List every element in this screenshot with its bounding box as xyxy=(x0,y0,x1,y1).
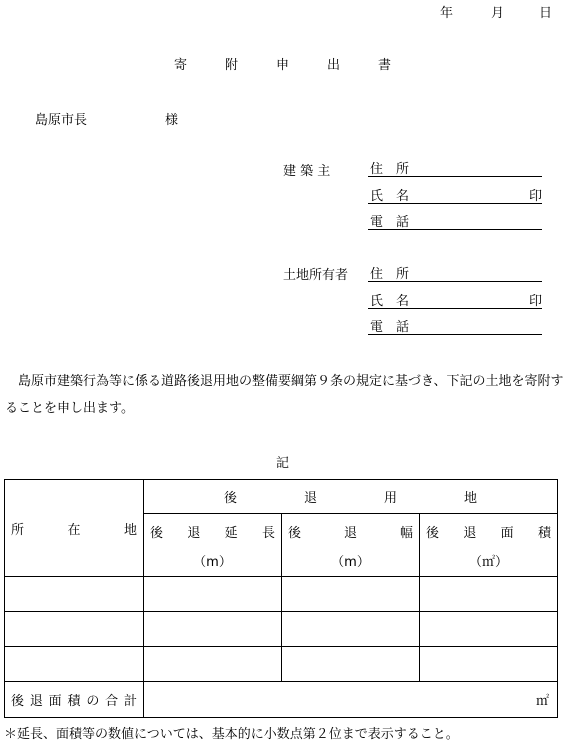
title-char: 附 xyxy=(225,58,239,73)
setback-length-header: 後 退 延 長 （m） xyxy=(144,514,282,577)
addressee-honorific: 様 xyxy=(165,113,179,128)
addressee-name: 島原市長 xyxy=(35,113,88,128)
footnote: ＊延長、面積等の数値については、基本的に小数点第２位まで表示すること。 xyxy=(4,727,459,742)
landowner-address-label: 住 所 xyxy=(370,267,410,282)
table-row xyxy=(5,612,558,647)
builder-name-field[interactable] xyxy=(368,184,542,204)
date-month: 月 xyxy=(491,6,505,21)
length-cell[interactable] xyxy=(144,647,282,682)
landowner-address-field[interactable] xyxy=(368,262,542,282)
builder-role-label: 建 築 主 xyxy=(283,164,331,179)
title-char: 出 xyxy=(327,58,341,73)
title-char: 申 xyxy=(276,58,290,73)
setback-width-header: 後 退 幅 （m） xyxy=(282,514,420,577)
builder-phone-field[interactable] xyxy=(368,210,542,230)
title-char: 寄 xyxy=(174,58,188,73)
builder-stamp: 印 xyxy=(528,189,542,204)
setback-area-header: 後 退 面 積 （㎡） xyxy=(420,514,558,577)
setback-table xyxy=(4,479,558,718)
area-cell[interactable] xyxy=(420,647,558,682)
builder-address-field[interactable] xyxy=(368,157,542,177)
landowner-stamp: 印 xyxy=(528,294,542,309)
setback-land-header: 後 退 用 地 xyxy=(144,480,558,514)
builder-name-label: 氏 名 xyxy=(370,189,410,204)
table-row xyxy=(5,647,558,682)
date-day: 日 xyxy=(539,6,553,21)
date-line xyxy=(440,2,552,21)
length-cell[interactable] xyxy=(144,577,282,612)
location-cell[interactable] xyxy=(5,577,144,612)
date-year: 年 xyxy=(440,6,454,21)
body-paragraph: 島原市建築行為等に係る道路後退用地の整備要綱第９条の規定に基づき、下記の土地を寄附することを申し出ます。 xyxy=(5,374,564,416)
total-area-value[interactable]: ㎡ xyxy=(144,682,558,718)
builder-phone-label: 電 話 xyxy=(370,215,410,230)
length-cell[interactable] xyxy=(144,612,282,647)
width-cell[interactable] xyxy=(282,647,420,682)
landowner-name-field[interactable] xyxy=(368,289,542,309)
width-cell[interactable] xyxy=(282,577,420,612)
table-row xyxy=(5,577,558,612)
addressee xyxy=(35,109,179,128)
location-cell[interactable] xyxy=(5,612,144,647)
area-cell[interactable] xyxy=(420,612,558,647)
landowner-name-label: 氏 名 xyxy=(370,294,410,309)
location-header: 所 在 地 xyxy=(5,480,144,577)
location-cell[interactable] xyxy=(5,647,144,682)
area-cell[interactable] xyxy=(420,577,558,612)
page-title xyxy=(174,54,391,73)
builder-address-label: 住 所 xyxy=(370,162,410,177)
total-area-label: 後 退 面 積 の 合 計 xyxy=(5,682,144,718)
ki-heading: 記 xyxy=(276,456,290,471)
landowner-phone-field[interactable] xyxy=(368,315,542,335)
landowner-role-label: 土地所有者 xyxy=(283,268,349,283)
width-cell[interactable] xyxy=(282,612,420,647)
landowner-phone-label: 電 話 xyxy=(370,320,410,335)
title-char: 書 xyxy=(378,58,392,73)
